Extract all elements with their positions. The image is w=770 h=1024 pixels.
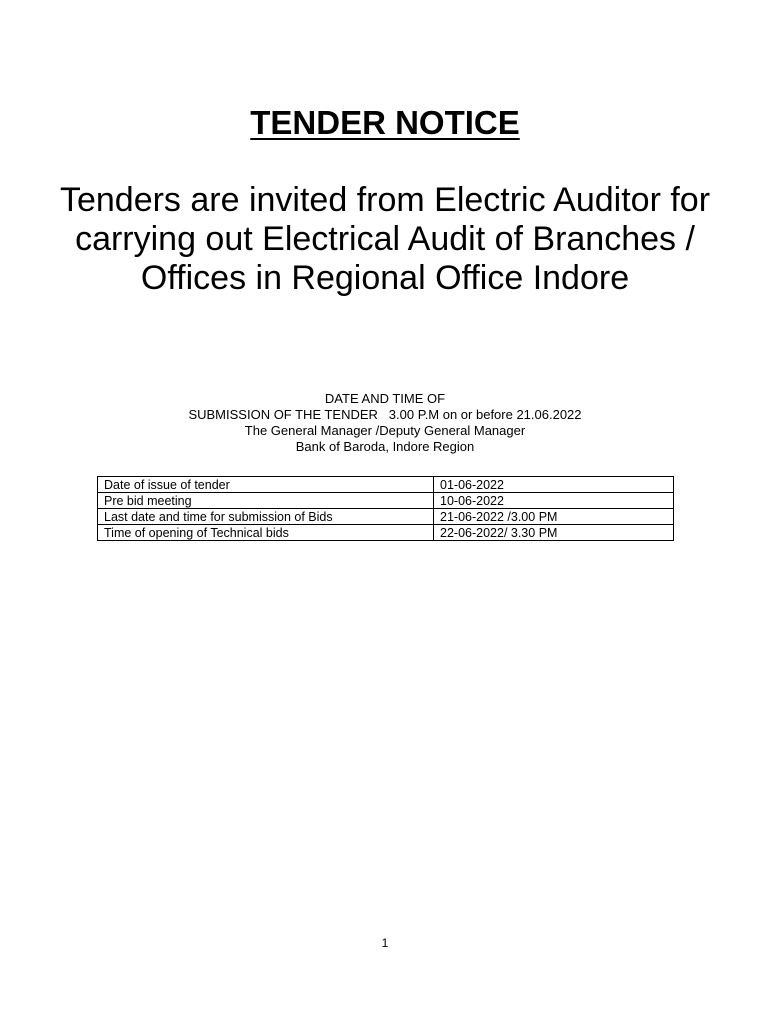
- table-row: [98, 525, 674, 541]
- schedule-value: 22-06-2022/ 3.30 PM: [434, 525, 674, 541]
- schedule-label: Time of opening of Technical bids: [98, 525, 434, 541]
- details-line-submission-deadline: SUBMISSION OF THE TENDER 3.00 P.M on or before 21.06.2022: [188, 407, 582, 422]
- schedule-label: Date of issue of tender: [98, 477, 434, 493]
- submission-details: [0, 391, 770, 455]
- details-line-date-time-heading: DATE AND TIME OF: [324, 391, 446, 406]
- schedule-value: 21-06-2022 /3.00 PM: [434, 509, 674, 525]
- details-line-bank-region: Bank of Baroda, Indore Region: [295, 439, 475, 454]
- schedule-label: Pre bid meeting: [98, 493, 434, 509]
- tender-schedule-table: [97, 476, 674, 541]
- table-row: [98, 509, 674, 525]
- table-row: [98, 493, 674, 509]
- tender-invitation-text: Tenders are invited from Electric Auditor for carrying out Electrical Audit of Branches / Offices in Regional Office Indore: [59, 181, 711, 297]
- details-line-addressee: The General Manager /Deputy General Manager: [244, 423, 526, 438]
- document-title: TENDER NOTICE: [250, 104, 520, 141]
- table-row: [98, 477, 674, 493]
- page-number: 1: [381, 936, 389, 950]
- schedule-value: 10-06-2022: [434, 493, 674, 509]
- schedule-value: 01-06-2022: [434, 477, 674, 493]
- schedule-label: Last date and time for submission of Bids: [98, 509, 434, 525]
